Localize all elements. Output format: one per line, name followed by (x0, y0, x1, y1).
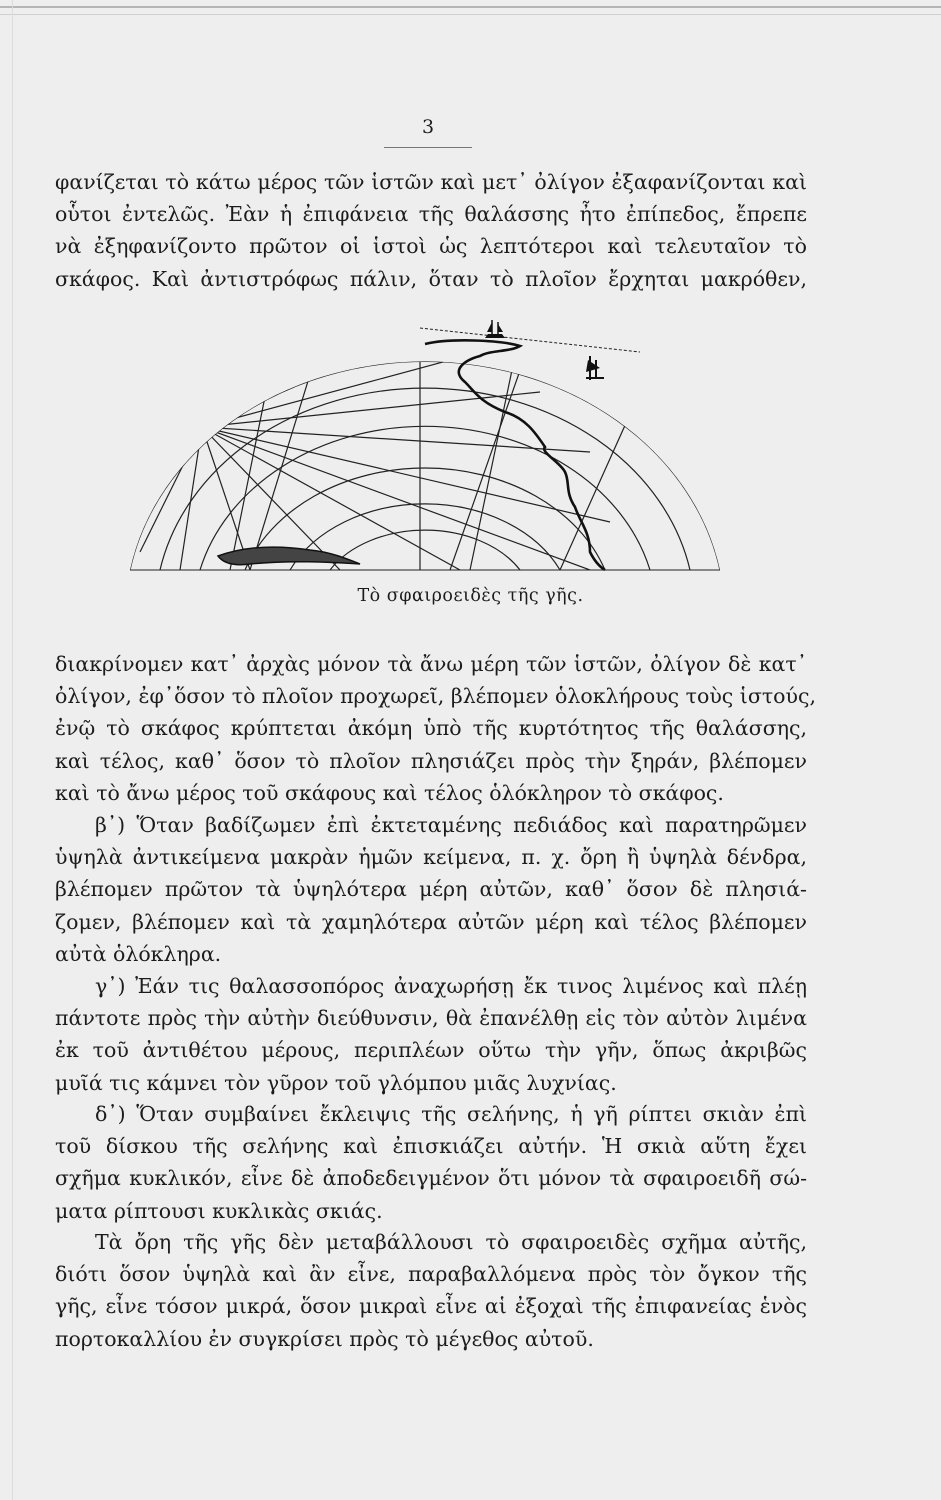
text-line: σχῆμα κυκλικόν, εἶνε δὲ ἀποδεδειγμένον ὅτι μόνον τὰ σφαιροειδῆ σώ- (55, 1166, 807, 1191)
text-line: ζομεν, βλέπομεν καὶ τὰ χαμηλότερα αὐτῶν μέρη καὶ τέλος βλέπομεν (55, 909, 807, 934)
text-line: ἐκ τοῦ ἀντιθέτου μέρους, περιπλέων οὕτω τὴν γῆν, ὅπως ἀκριβῶς (55, 1038, 807, 1063)
coastline (425, 340, 605, 570)
text-line: ὑψηλὰ ἀντικείμενα μακρὰν ἡμῶν κείμενα, π. χ. ὄρη ἢ ὑψηλὰ δένδρα, (55, 845, 807, 870)
scan-left-edge (12, 0, 13, 1500)
ship-icon (485, 320, 505, 338)
globe-illustration (120, 312, 730, 582)
text-line: δ᾽) Ὅταν συμβαίνει ἔκλειψις τῆς σελήνης, ἡ γῆ ρίπτει σκιὰν ἐπὶ (95, 1102, 807, 1126)
text-line: τοῦ δίσκου τῆς σελήνης καὶ ἐπισκιάζει αὐτήν. Ἡ σκιὰ αὕτη ἔχει (55, 1134, 807, 1159)
text-line: οὗτοι ἐντελῶς. Ἐὰν ἡ ἐπιφάνεια τῆς θαλάσσης ἦτο ἐπίπεδος, ἔπρεπε (55, 202, 807, 227)
paragraph-5 (55, 1098, 807, 1227)
text-line: ὀλίγον, ἐφ᾽ὅσον τὸ πλοῖον προχωρεῖ, βλέπομεν ὁλοκλήρους τοὺς ἱστούς, (55, 684, 816, 709)
text-line: ματα ρίπτουσι κυκλικὰς σκιάς. (55, 1198, 383, 1223)
text-line: β᾽) Ὅταν βαδίζωμεν ἐπὶ ἐκτεταμένης πεδιάδος καὶ παρατηρῶμεν (95, 813, 807, 837)
paragraph-6 (55, 1226, 807, 1355)
scan-edge-rule-2 (0, 14, 941, 15)
text-line: καὶ τὸ ἄνω μέρος τοῦ σκάφους καὶ τέλος ὁλόκληρον τὸ σκάφος. (55, 780, 724, 805)
land-mass (218, 547, 360, 565)
page-number: 3 (421, 116, 435, 138)
text-line: αὐτὰ ὁλόκληρα. (55, 941, 222, 966)
scan-edge-rule (0, 6, 941, 8)
text-line: γῆς, εἶνε τόσον μικρά, ὅσον μικραὶ εἶνε αἱ ἐξοχαὶ τῆς ἐπιφανείας ἑνὸς (55, 1294, 807, 1319)
page-number-rule (384, 147, 472, 148)
text-line: βλέπομεν πρῶτον τὰ ὑψηλότερα μέρη αὐτῶν, καθ᾽ ὅσον δὲ πλησιά- (55, 877, 807, 902)
paragraph-3 (55, 809, 807, 970)
text-line: Τὰ ὄρη τῆς γῆς δὲν μεταβάλλουσι τὸ σφαιροειδὲς σχῆμα αὐτῆς, (95, 1230, 807, 1254)
globe-grid (130, 322, 720, 570)
paragraph-1 (55, 166, 807, 295)
paragraph-4 (55, 970, 807, 1099)
text-line: διακρίνομεν κατ᾽ ἀρχὰς μόνον τὰ ἄνω μέρη τῶν ἱστῶν, ὀλίγον δὲ κατ᾽ (55, 652, 807, 676)
text-line: πάντοτε πρὸς τὴν αὐτὴν διεύθυνσιν, θὰ ἐπανέλθῃ εἰς τὸν αὐτὸν λιμένα (55, 1006, 807, 1031)
text-line: φανίζεται τὸ κάτω μέρος τῶν ἱστῶν καὶ μετ᾽ ὀλίγον ἐξαφανίζονται καὶ (55, 170, 807, 194)
ship-mast-icon (586, 356, 604, 380)
figure-caption: Τὸ σφαιροειδὲς τῆς γῆς. (357, 586, 584, 606)
text-line: σκάφος. Καὶ ἀντιστρόφως πάλιν, ὅταν τὸ πλοῖον ἔρχηται μακρόθεν, (55, 266, 807, 291)
text-line: διότι ὅσον ὑψηλὰ καὶ ἂν εἶνε, παραβαλλόμενα πρὸς τὸν ὄγκον τῆς (55, 1262, 807, 1287)
text-line: ἐνῷ τὸ σκάφος κρύπτεται ἀκόμη ὑπὸ τῆς κυρτότητος τῆς θαλάσσης, (55, 716, 807, 741)
text-line: καὶ τέλος, καθ᾽ ὅσον τὸ πλοῖον πλησιάζει πρὸς τὴν ξηράν, βλέπομεν (55, 748, 807, 773)
text-line: πορτοκαλλίου ἐν συγκρίσει πρὸς τὸ μέγεθος αὐτοῦ. (55, 1326, 594, 1351)
text-line: νὰ ἐξηφανίζοντο πρῶτον οἱ ἱστοὶ ὡς λεπτότεροι καὶ τελευταῖον τὸ (55, 234, 807, 259)
paragraph-2 (55, 648, 816, 809)
text-line: μυῖά τις κάμνει τὸν γῦρον τοῦ γλόμπου μιᾶς λυχνίας. (55, 1070, 617, 1095)
text-line: γ᾽) Ἐάν τις θαλασσοπόρος ἀναχωρήσῃ ἔκ τινος λιμένος καὶ πλέῃ (95, 974, 807, 998)
